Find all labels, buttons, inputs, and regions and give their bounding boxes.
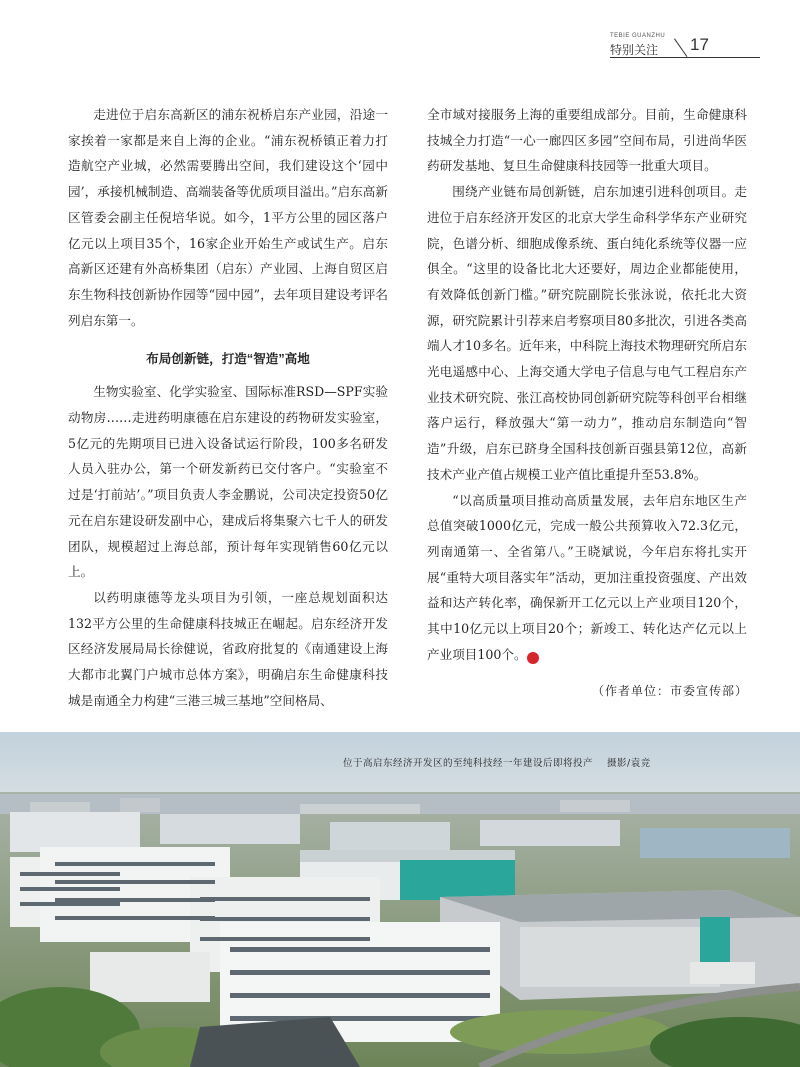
paragraph <box>427 488 747 668</box>
section-title-en: TEBIE GUANZHU <box>610 33 666 39</box>
aerial-photo <box>0 732 800 1067</box>
photo-credit: 摄影/袁竞 <box>607 758 651 769</box>
article-left-column <box>68 102 388 713</box>
paragraph: 生物实验室、化学实验室、国际标准RSD—SPF实验动物房……走进药明康德在启东建设的药物研发实验室，5亿元的先期项目已进入设备试运行阶段，100多名研发人员入驻办公，第一个研发新药已交付客户。“实验室不过是‘打前站’。”项目负责人李金鹏说，公司决定投资50亿元在启东建设研发副中心，建成后将集聚六七千人的研发团队，规模超过上海总部，预计每年实现销售60亿元以上。 <box>68 384 388 580</box>
header-divider <box>674 38 687 57</box>
end-mark-icon: 名 <box>527 652 539 664</box>
paragraph: 全市域对接服务上海的重要组成部分。目前，生命健康科技城全力打造“一心一廊四区多园”空间布局，引进尚华医药研发基地、复旦生命健康科技园等一批重大项目。 <box>427 107 747 174</box>
article-right-column <box>427 102 747 667</box>
header-rule <box>610 57 760 58</box>
paragraph: 以药明康德等龙头项目为引领，一座总规划面积达132平方公里的生命健康科技城正在崛起。启东经济开发区经济发展局局长徐健说，省政府批复的《南通建设上海大都市北翼门户城市总体方案》，明确启东生命健康科技城是南通全力构建“三港三城三基地”空间格局、 <box>68 589 388 708</box>
byline: （作者单位：市委宣传部） <box>591 684 748 698</box>
aerial-photo-illustration <box>0 732 800 1067</box>
photo-caption <box>343 755 651 769</box>
paragraph: 围绕产业链布局创新链，启东加速引进科创项目。走进位于启东经济开发区的北京大学生命科学华东产业研究院，色谱分析、细胞成像系统、蛋白纯化系统等仪器一应俱全。“这里的设备比北大还要好，周边企业都能使用，有效降低创新门槛。”研究院副院长张泳说，依托北大资源，研究院累计引荐来启考察项目80多批次，引进各类高端人才10多名。近年来，中科院上海技术物理研究所启东光电遥感中心、上海交通大学电子信息与电气工程启东产业技术研究院、张江高校协同创新研究院等科创平台相继落户运行，释放强大“第一动力”，推动启东制造向“智造”升级，启东已跻身全国科技创新百强县第12位，高新技术产业产值占规模工业产值比重提升至53.8%。 <box>427 184 747 482</box>
section-title: 特别关注 <box>610 43 659 57</box>
paragraph-text: “以高质量项目推动高质量发展，去年启东地区生产总值突破1000亿元，完成一般公共预算收入72.3亿元，列南通第一、全省第八。”王晓斌说，今年启东将扎实开展“重特大项目落实年”活动，更加注重投资强度、产出效益和达产转化率，确保新开工亿元以上产业项目120个，其中10亿元以上项目20个；新竣工、转化达产亿元以上产业项目100个。 <box>427 492 747 662</box>
caption-text: 位于高启东经济开发区的至纯科技经一年建设后即将投产 <box>343 758 594 769</box>
paragraph: 走进位于启东高新区的浦东祝桥启东产业园，沿途一家挨着一家都是来自上海的企业。“浦东祝桥镇正着力打造航空产业城，必然需要腾出空间，我们建设这个‘园中园’，承接机械制造、高端装备等优质项目溢出。”启东高新区管委会副主任倪培华说。如今，1平方公里的园区落户亿元以上项目35个，16家企业开始生产或试生产。启东高新区还建有外高桥集团（启东）产业园、上海自贸区启东生物科技创新协作园等“园中园”，去年项目建设考评名列启东第一。 <box>68 107 388 328</box>
page-number: 17 <box>690 35 709 54</box>
subheading: 布局创新链，打造“智造”高地 <box>146 352 310 367</box>
page-header <box>610 30 760 60</box>
